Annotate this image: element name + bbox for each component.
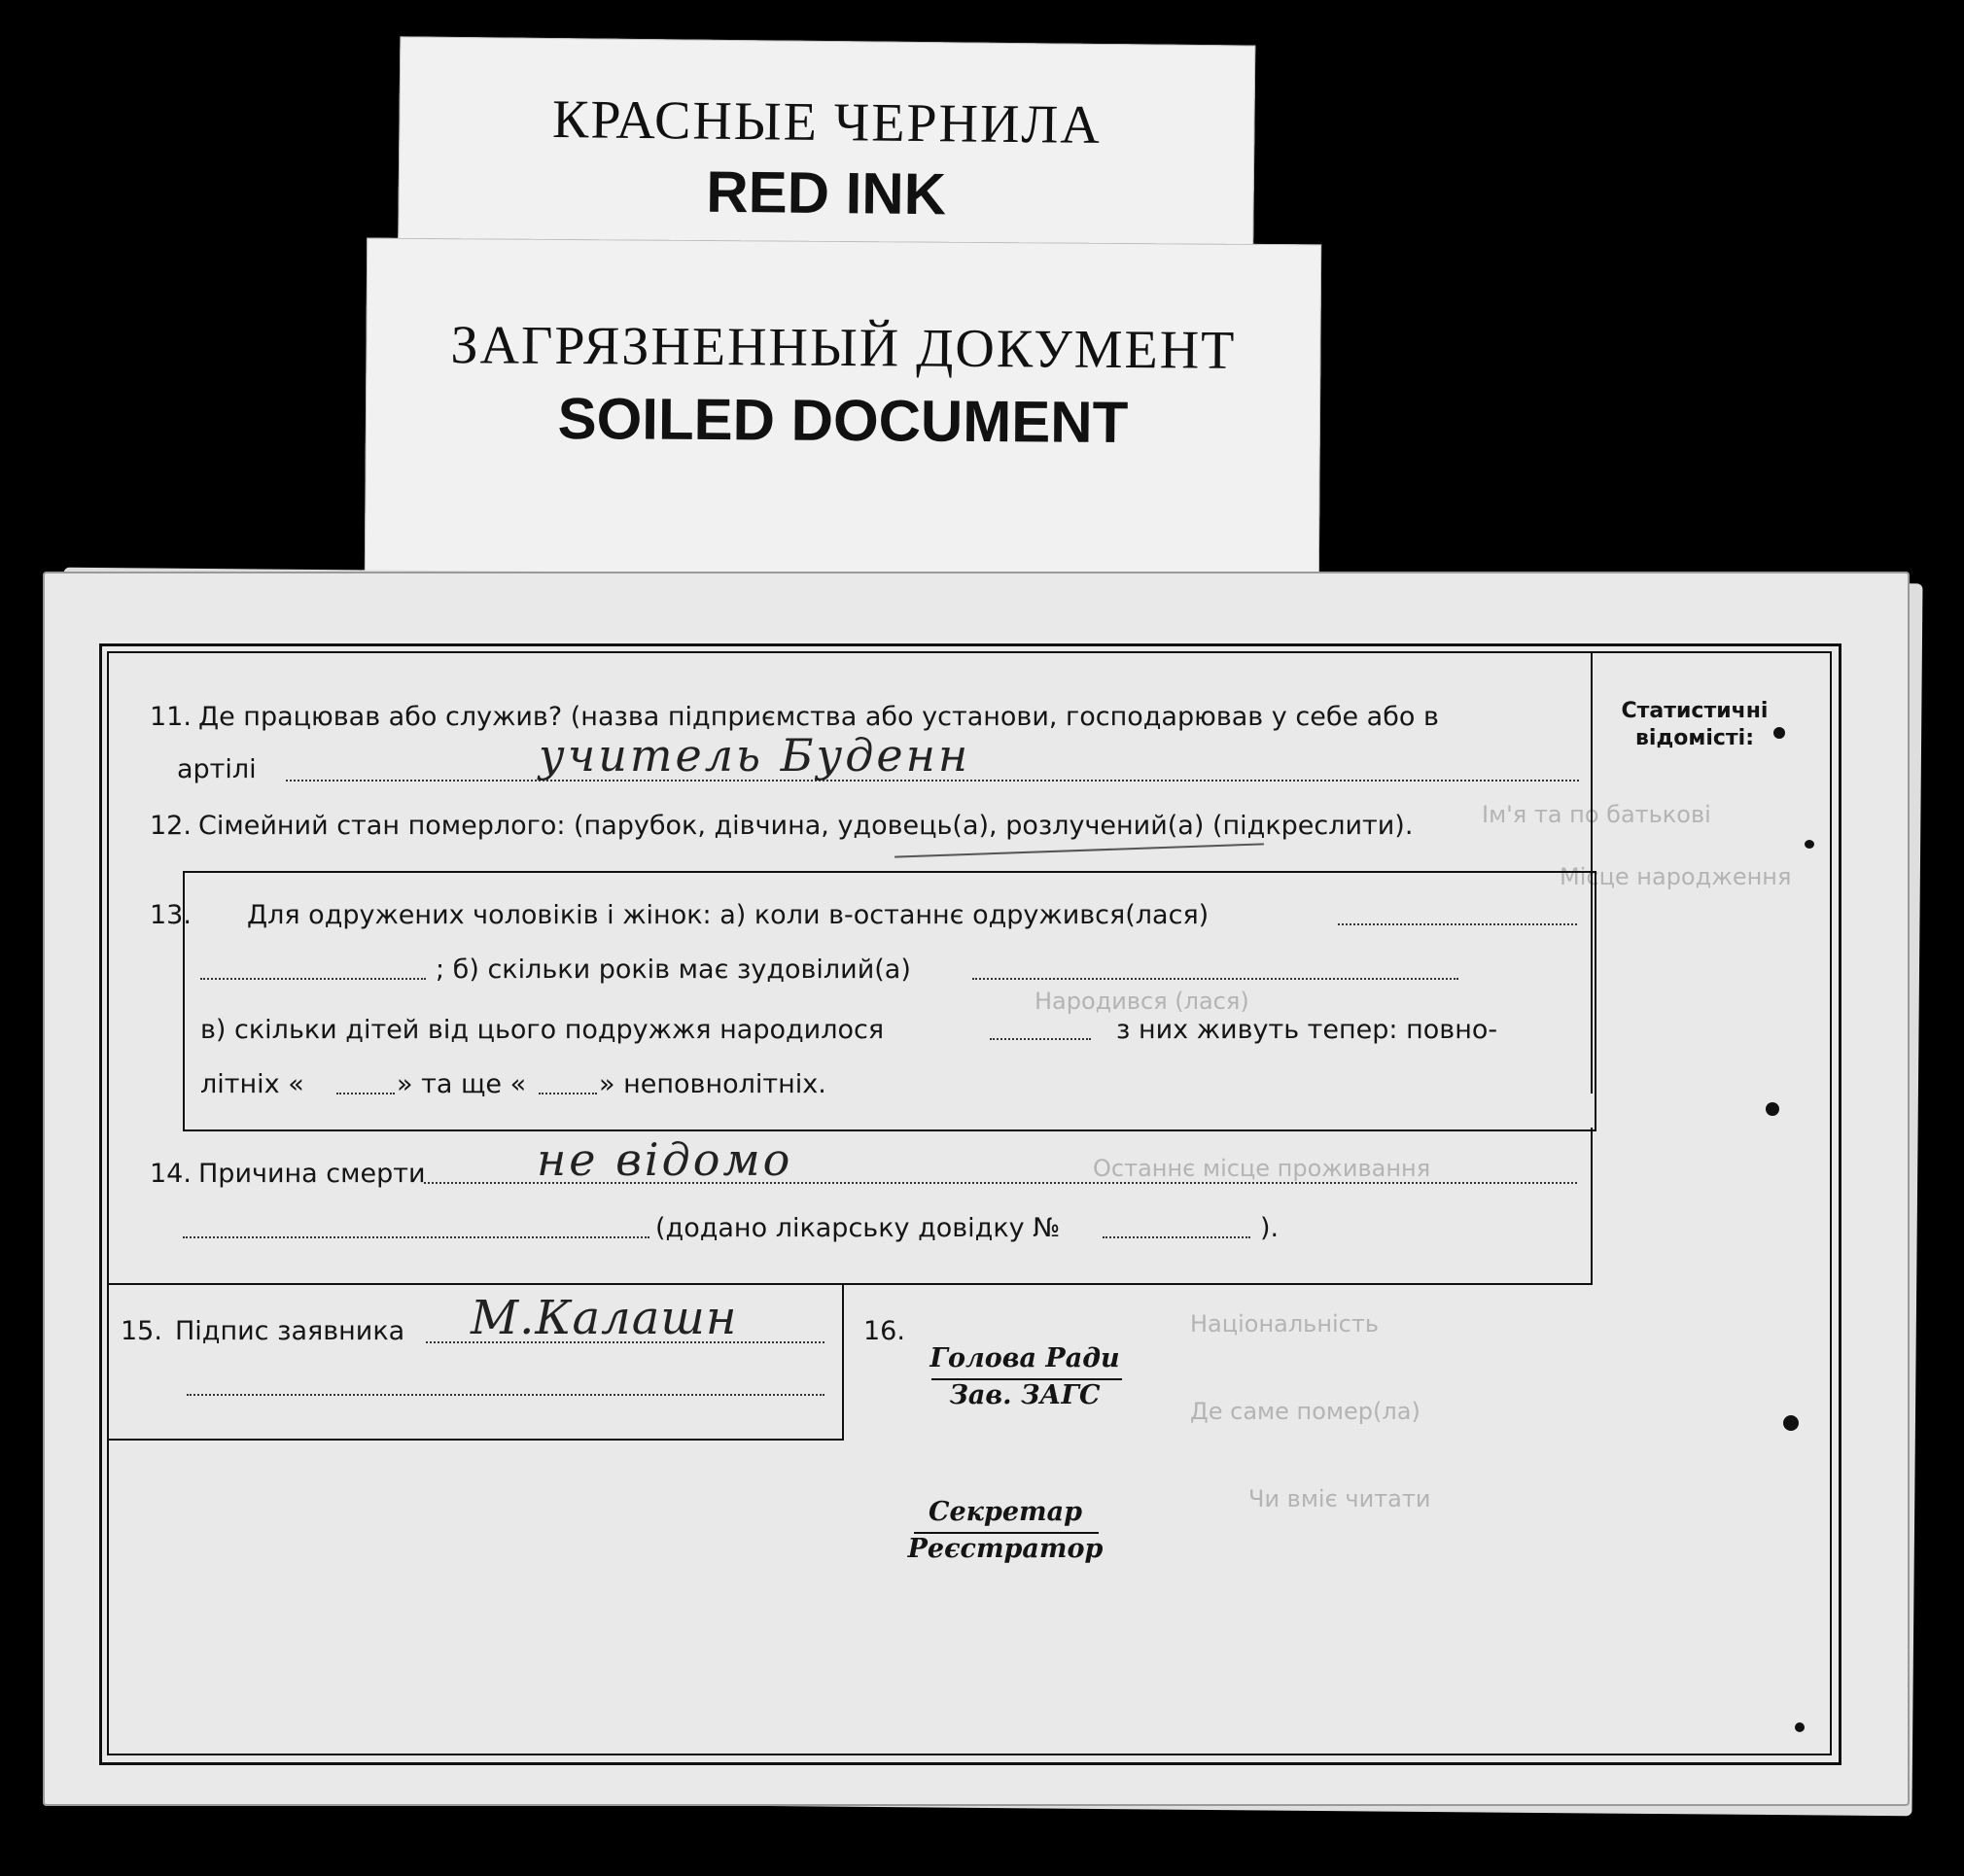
registrar-title: Реєстратор — [907, 1534, 1104, 1564]
q16-number: 16. — [863, 1316, 905, 1346]
q12-question: Сімейний стан померлого: (парубок, дівчина, удовець(а), розлучений(а) (підкреслити). — [198, 811, 1414, 841]
form-sheet — [43, 572, 1910, 1806]
q14-certificate-number-field[interactable] — [1103, 1236, 1250, 1238]
q11-question: Де працював або служив? (назва підприємства або установи, господарював у себе або в — [198, 702, 1439, 732]
registry-head-title: Зав. ЗАГС — [949, 1380, 1101, 1410]
bleed-text: Ім'я та по батькові — [1482, 801, 1711, 828]
q13-number: 13. — [150, 900, 192, 930]
q13-c-field[interactable] — [990, 1038, 1091, 1040]
bleed-text: Останнє місце проживання — [1093, 1155, 1431, 1182]
bleed-text: Місце народження — [1560, 863, 1792, 890]
chairman-title: Голова Ради — [929, 1343, 1120, 1373]
q14-label: Причина смерти — [198, 1159, 426, 1189]
q13-b-field[interactable] — [972, 978, 1458, 980]
q13-line1: Для одружених чоловіків і жінок: а) коли в-останнє одружився(лася) — [247, 900, 1210, 930]
q13-line3b: з них живуть тепер: повно- — [1116, 1015, 1498, 1045]
paper-speck — [1805, 840, 1814, 849]
q13-line4c: » неповнолітніх. — [599, 1069, 826, 1099]
red-ink-label-ru: КРАСНЫЕ ЧЕРНИЛА — [551, 89, 1103, 156]
statistics-column-header: Статистичні відомісті: — [1621, 699, 1769, 750]
q14-certificate-label: (додано лікарську довідку № — [655, 1213, 1061, 1243]
bleed-text: Народився (лася) — [1035, 988, 1249, 1015]
red-ink-label-en: RED INK — [706, 158, 947, 227]
q13-minor-count-field[interactable] — [539, 1093, 597, 1094]
q15-number: 15. — [121, 1316, 162, 1346]
q15-second-line[interactable] — [187, 1394, 824, 1396]
q15-applicant-signature: М.Калашн — [471, 1291, 738, 1345]
q13-line3a: в) скільки дітей від цього подружжя народилося — [200, 1015, 885, 1045]
q13-line4b: » та ще « — [397, 1069, 527, 1099]
q13-a-field-cont[interactable] — [200, 978, 426, 980]
q13-line2: ; б) скільки років має зудовілий(а) — [436, 955, 911, 985]
q14-certificate-close: ). — [1260, 1213, 1280, 1243]
q14-handwritten-answer: не відомо — [537, 1133, 793, 1186]
bleed-text: Національність — [1190, 1310, 1380, 1338]
secretary-title: Секретар — [929, 1497, 1082, 1527]
paper-punch-hole — [1783, 1415, 1799, 1431]
paper-speck — [1766, 1102, 1779, 1116]
q11-handwritten-answer: учитель Буденн — [539, 729, 971, 782]
q13-line4a: літніх « — [200, 1069, 304, 1099]
soiled-label-ru: ЗАГРЯЗНЕННЫЙ ДОКУМЕНТ — [450, 315, 1237, 381]
soiled-label-en: SOILED DOCUMENT — [557, 385, 1129, 456]
paper-speck — [1773, 727, 1785, 739]
q14-number: 14. — [150, 1159, 192, 1189]
paper-speck — [1795, 1722, 1805, 1732]
bleed-text: Чи вміє читати — [1248, 1485, 1431, 1512]
q11-artil-label: артілі — [177, 754, 257, 784]
q15-label: Підпис заявника — [175, 1316, 405, 1346]
q12-number: 12. — [150, 811, 192, 841]
q13-a-field[interactable] — [1338, 923, 1577, 925]
q14-box-right-border — [1591, 1128, 1593, 1285]
q11-number: 11. — [150, 702, 192, 732]
q14-line2-field[interactable] — [183, 1236, 649, 1238]
bleed-text: Де саме помер(ла) — [1190, 1398, 1420, 1425]
soiled-document-label-slip — [365, 238, 1321, 587]
q13-adult-count-field[interactable] — [336, 1093, 395, 1094]
